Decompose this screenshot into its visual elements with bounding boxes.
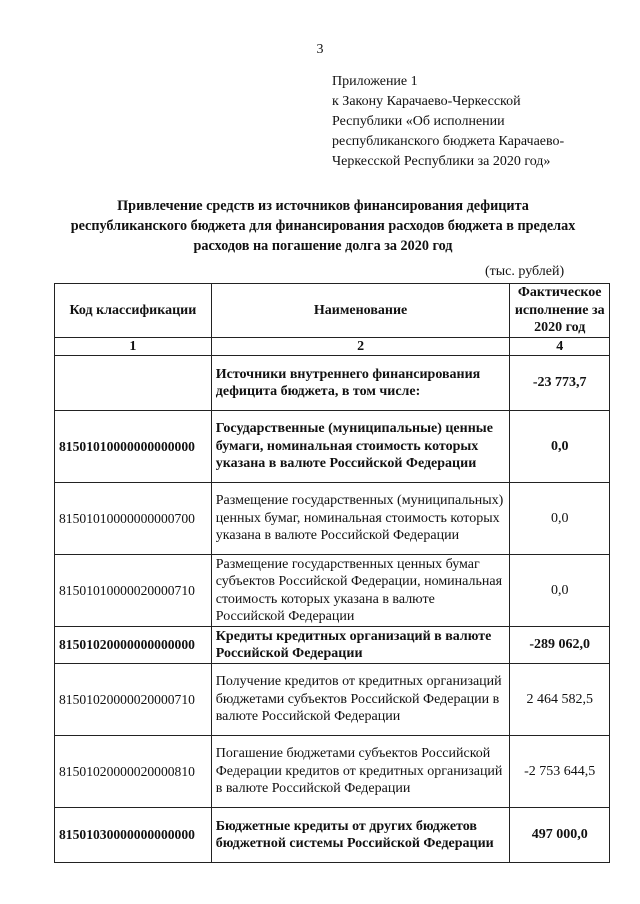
table-row [55,555,610,627]
row-code: 81501020000000000000 [55,627,212,664]
table-row [55,483,610,555]
column-number: 4 [510,337,610,356]
appendix-line: Черкесской Республики за 2020 год» [332,154,551,169]
title-line: республиканского бюджета для финансирования расходов бюджета в пределах [70,218,576,234]
page-number: 3 [316,42,324,57]
header-code: Код классификации [55,284,212,338]
table-row [55,808,610,863]
table-row [55,664,610,736]
table-header-row [55,284,610,338]
financing-table [54,283,610,863]
row-code [55,356,212,411]
appendix-line: Приложение 1 [332,74,418,89]
appendix-line: Республики «Об исполнении [332,114,505,129]
row-value: 0,0 [510,483,610,555]
row-value: 0,0 [510,555,610,627]
row-name: Размещение государственных ценных бумаг субъектов Российской Федерации, номинальная стоимость которых указана в валюте Российской Федерации [211,555,510,627]
row-code: 81501020000020000710 [55,664,212,736]
title-line: расходов на погашение долга за 2020 год [193,238,453,254]
row-value: 0,0 [510,411,610,483]
appendix-line: республиканского бюджета Карачаево- [332,134,565,149]
row-value: -289 062,0 [510,627,610,664]
row-name: Кредиты кредитных организаций в валюте Российской Федерации [211,627,510,664]
row-code: 81501010000000000000 [55,411,212,483]
row-name: Источники внутреннего финансирования дефицита бюджета, в том числе: [211,356,510,411]
row-name: Государственные (муниципальные) ценные бумаги, номинальная стоимость которых указана в валюте Российской Федерации [211,411,510,483]
row-name: Получение кредитов от кредитных организаций бюджетами субъектов Российской Федерации в валюте Российской Федерации [211,664,510,736]
row-value: -2 753 644,5 [510,736,610,808]
table-row [55,736,610,808]
appendix-note [332,72,632,172]
row-value: 2 464 582,5 [510,664,610,736]
units-label: (тыс. рублей) [485,264,565,279]
appendix-line: к Закону Карачаево-Черкесской [332,94,521,109]
header-name: Наименование [211,284,510,338]
header-value: Фактическое исполнение за 2020 год [510,284,610,338]
row-value: 497 000,0 [510,808,610,863]
row-code: 81501010000000000700 [55,483,212,555]
table-row [55,411,610,483]
column-number: 1 [55,337,212,356]
column-number: 2 [211,337,510,356]
row-name: Бюджетные кредиты от других бюджетов бюджетной системы Российской Федерации [211,808,510,863]
column-number-row [55,337,610,356]
row-name: Размещение государственных (муниципальных) ценных бумаг, номинальная стоимость которых указана в валюте Российской Федерации [211,483,510,555]
row-name: Погашение бюджетами субъектов Российской Федерации кредитов от кредитных организаций в валюте Российской Федерации [211,736,510,808]
table-row [55,627,610,664]
document-title [40,196,606,256]
row-code: 81501030000000000000 [55,808,212,863]
row-code: 81501010000020000710 [55,555,212,627]
table-row [55,356,610,411]
row-code: 81501020000020000810 [55,736,212,808]
title-line: Привлечение средств из источников финансирования дефицита [117,198,529,214]
row-value: -23 773,7 [510,356,610,411]
